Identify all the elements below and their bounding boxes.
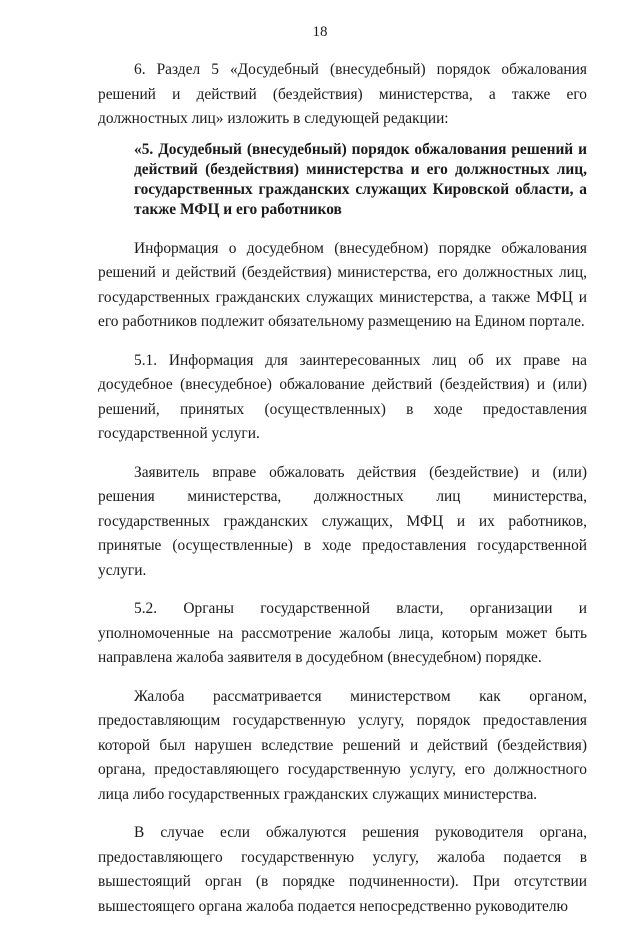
page-number: 18 <box>312 24 328 40</box>
paragraph-applicant-right: Заявитель вправе обжаловать действия (бездействие) и (или) решения министерства, должностных лиц министерства, государственных гражданских служащих, МФЦ и их работников, принятые (осуществленные) в ходе предоставления государственной услуги. <box>98 463 587 579</box>
amendment-intro: 6. Раздел 5 «Досудебный (внесудебный) порядок обжалования решений и действий (бездействия) министерства, а также его должностных лиц» изложить в следующей редакции: <box>98 61 587 127</box>
document-body <box>98 58 587 925</box>
section-heading: «5. Досудебный (внесудебный) порядок обжалования решений и действий (бездействия) министерства и его должностных лиц, государственных гражданских служащих Кировской области, а также МФЦ и его работников <box>134 140 587 218</box>
paragraph-complaint-review: Жалоба рассматривается министерством как органом, предоставляющим государственную услугу, порядок предоставления которой был нарушен вследствие решений и действий (бездействия) органа, предоставляющего государственную услугу, его должностного лица либо государственных гражданских служащих министерства. <box>98 687 587 803</box>
paragraph-5-1: 5.1. Информация для заинтересованных лиц об их праве на досудебное (внесудебное) обжалование действий (бездействия) и (или) решений, принятых (осуществленных) в ходе предоставления государственной услуги. <box>98 351 587 442</box>
paragraph-info-disclosure: Информация о досудебном (внесудебном) порядке обжалования решений и действий (бездействия) министерства, его должностных лиц, государственных гражданских служащих министерства, а также МФЦ и его работников подлежит обязательному размещению на Едином портале. <box>98 239 587 330</box>
paragraph-superior-body: В случае если обжалуются решения руководителя органа, предоставляющего государственную услугу, жалоба подается в вышестоящий орган (в порядке подчиненности). При отсутствии вышестоящего органа жалоба подается непосредственно руководителю <box>98 824 587 915</box>
paragraph-5-2: 5.2. Органы государственной власти, организации и уполномоченные на рассмотрение жалобы лица, которым может быть направлена жалоба заявителя в досудебном (внесудебном) порядке. <box>98 600 587 666</box>
